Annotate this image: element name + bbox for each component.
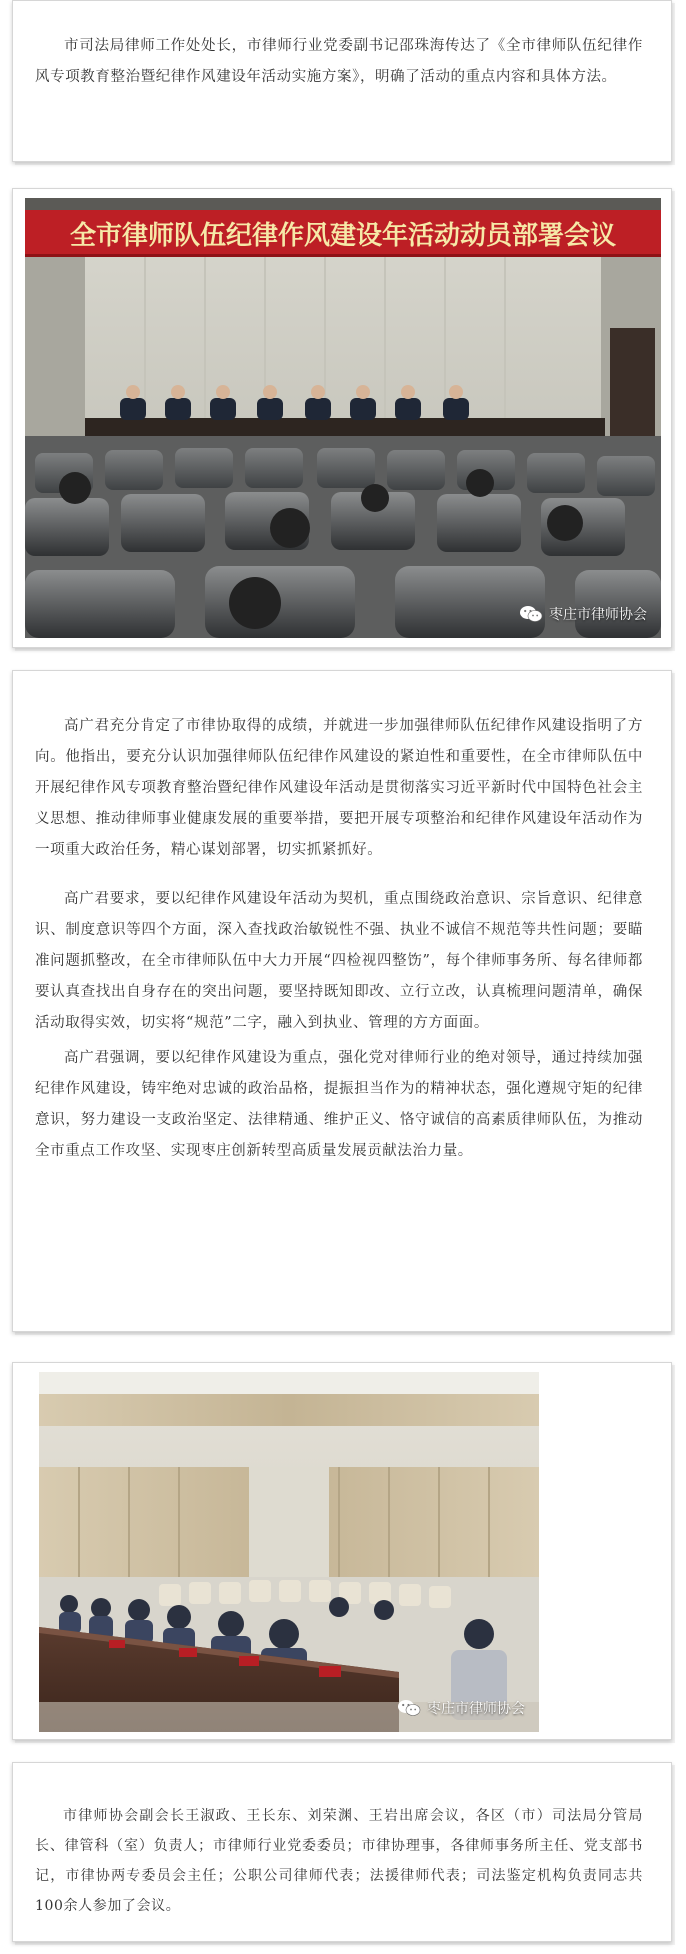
speech-card (12, 670, 672, 1332)
watermark-text-1: 枣庄市律师协会 (549, 607, 647, 623)
photo-card-1 (12, 188, 672, 648)
wechat-icon (397, 1699, 421, 1717)
attendance-card (12, 1762, 672, 1942)
speech-paragraph-2: 高广君要求，要以纪律作风建设年活动为契机，重点围绕政治意识、宗旨意识、纪律意识、制度意识等四个方面，深入查找政治敏锐性不强、执业不诚信不规范等共性问题；要瞄准问题抓整改，在全市律师队伍中大力开展“四检视四整饬”，每个律师事务所、每名律师都要认真查找出自身存在的突出问题，要坚持既知即改、立行立改，认真梳理问题清单，确保活动取得实效，切实将“规范”二字，融入到执业、管理的方方面面。 (35, 891, 643, 1031)
intro-paragraph: 市司法局律师工作处处长，市律师行业党委副书记邵珠海传达了《全市律师队伍纪律作风专项教育整治暨纪律作风建设年活动实施方案》，明确了活动的重点内容和具体方法。 (35, 38, 643, 85)
photo-card-2 (12, 1362, 672, 1740)
watermark-1 (519, 604, 647, 624)
meeting-photo-drawing (25, 198, 661, 638)
watermark-text-2: 枣庄市律师协会 (427, 1701, 525, 1717)
speech-paragraph-1: 高广君充分肯定了市律协取得的成绩，并就进一步加强律师队伍纪律作风建设指明了方向。他指出，要充分认识加强律师队伍纪律作风建设的紧迫性和重要性，在全市律师队伍中开展纪律作风专项教育整治暨纪律作风建设年活动是贯彻落实习近平新时代中国特色社会主义思想、推动律师事业健康发展的重要举措，要把开展专项整治和纪律作风建设年活动作为一项重大政治任务，精心谋划部署，切实抓紧抓好。 (35, 718, 643, 858)
audience-photo (39, 1372, 539, 1732)
attendance-paragraph: 市律师协会副会长王淑政、王长东、刘荣渊、王岩出席会议，各区（市）司法局分管局长、律管科（室）负责人；市律师行业党委委员；市律协理事，各律师事务所主任、党支部书记，市律协两专委员会主任；公职公司律师代表；法援律师代表；司法鉴定机构负责同志共100余人参加了会议。 (35, 1808, 643, 1914)
speech-paragraph-3: 高广君强调，要以纪律作风建设为重点，强化党对律师行业的绝对领导，通过持续加强纪律作风建设，铸牢绝对忠诚的政治品格，提振担当作为的精神状态，强化遵规守矩的纪律意识，努力建设一支政治坚定、法律精通、维护正义、恪守诚信的高素质律师队伍，为推动全市重点工作攻坚、实现枣庄创新转型高质量发展贡献法治力量。 (35, 1050, 643, 1159)
meeting-photo (25, 198, 661, 638)
banner-text: 全市律师队伍纪律作风建设年活动动员部署会议 (69, 221, 617, 251)
wechat-icon (519, 605, 543, 623)
audience-photo-drawing (39, 1372, 539, 1732)
watermark-2 (397, 1698, 525, 1718)
intro-card (12, 0, 672, 162)
